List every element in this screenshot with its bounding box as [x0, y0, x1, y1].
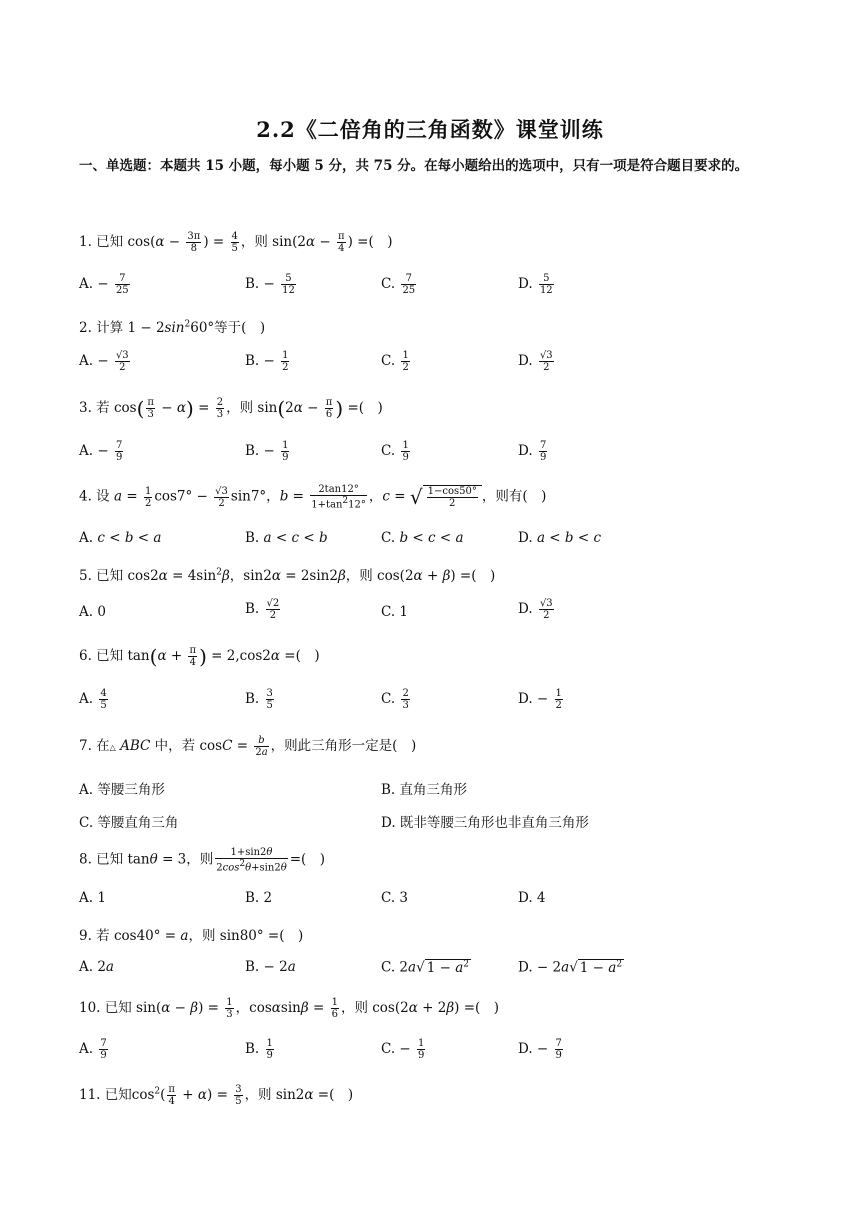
question-4: 4. 设 a = $\frac{1}{2}$ cos7° − $\frac{√3}{2}$ sin7°，b = $\frac{2\tan 12^\circ}{1+\tan^212^\circ}$ ，c = √ $\frac{1-\cos 50^\circ}{2}$ ，则有( ) [79, 484, 547, 511]
question-5: 5. 已知 $\cos 2\alpha = 4\sin^2\beta$，sin2α = 2sin2β，则 cos(2α + β) =( ) [79, 567, 496, 584]
q3-option-b[interactable]: B. − $\frac{1}{9}$ [245, 440, 289, 463]
q10-option-b[interactable]: B. $\frac{1}{9}$ [245, 1038, 273, 1061]
question-10: 10. 已知 sin(α − β) = $\frac{1}{3}$ ，cosαsinβ = $\frac{1}{6}$ ，则 cos(2α + 2β) =( ) [79, 997, 500, 1020]
q9-option-d[interactable]: D. − 2a√ $1 - a^2$ [518, 959, 623, 976]
q5-option-b[interactable]: B. $\frac{√2}{2}$ [245, 598, 280, 621]
q9-option-b[interactable]: B. − 2a [245, 959, 296, 975]
q10-option-d[interactable]: D. − $\frac{7}{9}$ [518, 1038, 562, 1061]
q6-option-b[interactable]: B. $\frac{3}{5}$ [245, 688, 273, 711]
q4-option-a[interactable]: A. c < b < a [79, 530, 162, 546]
q8-option-d[interactable]: D. 4 [518, 890, 546, 906]
q9-option-c[interactable]: C. 2a√ $1 - a^2$ [381, 959, 469, 976]
q5-option-a[interactable]: A. 0 [79, 604, 106, 620]
q6-option-d[interactable]: D. − $\frac{1}{2}$ [518, 688, 562, 711]
q8-option-a[interactable]: A. 1 [79, 890, 106, 906]
q3-option-d[interactable]: D. $\frac{7}{9}$ [518, 440, 547, 463]
page-title: 2.2《二倍角的三角函数》课堂训练 [256, 117, 604, 142]
q6-option-c[interactable]: C. $\frac{2}{3}$ [381, 688, 409, 711]
q10-option-c[interactable]: C. − $\frac{1}{9}$ [381, 1038, 425, 1061]
question-2: 2. 计算 $1 - 2\sin^260^\circ$等于( ) [79, 319, 266, 336]
q2-option-c[interactable]: C. $\frac{1}{2}$ [381, 350, 409, 373]
q1-option-a[interactable]: A. − $\frac{7}{25}$ [79, 273, 129, 296]
q6-option-a[interactable]: A. $\frac{4}{5}$ [79, 688, 107, 711]
q7-option-b[interactable]: B. 直角三角形 [381, 782, 468, 798]
q2-option-d[interactable]: D. $\frac{√3}{2}$ [518, 350, 553, 373]
q10-option-a[interactable]: A. $\frac{7}{9}$ [79, 1038, 107, 1061]
q1-option-b[interactable]: B. − $\frac{5}{12}$ [245, 273, 295, 296]
q7-option-d[interactable]: D. 既非等腰三角形也非直角三角形 [381, 815, 589, 831]
q1-option-c[interactable]: C. $\frac{7}{25}$ [381, 273, 416, 296]
q4-option-c[interactable]: C. b < c < a [381, 530, 464, 546]
question-9: 9. 若 cos40° = a，则 sin80° =( ) [79, 928, 304, 944]
q7-option-a[interactable]: A. 等腰三角形 [79, 782, 165, 798]
q4-option-d[interactable]: D. a < b < c [518, 530, 602, 546]
q2-option-a[interactable]: A. − $\frac{√3}{2}$ [79, 350, 129, 373]
question-6: 6. 已知 tan(α + $\frac{\pi}{4}$ ) = 2,cos2α =( ) [79, 644, 320, 669]
question-1: 1. 已知 cos(α − $\frac{3\pi}{8}$ ) = $\frac{4}{5}$ ，则 sin(2α − $\frac{\pi}{4}$ ) =( ) [79, 231, 393, 254]
q5-option-d[interactable]: D. $\frac{√3}{2}$ [518, 598, 553, 621]
q8-option-b[interactable]: B. 2 [245, 890, 273, 906]
q4-option-b[interactable]: B. a < c < b [245, 530, 328, 546]
section-heading: 一、单选题：本题共 15 小题，每小题 5 分，共 75 分。在每小题给出的选项中，只有一项是符合题目要求的。 [79, 158, 749, 174]
question-7: 7. 在△ ABC 中，若 cosC = $\frac{b}{2a}$ ，则此三角形一定是( ) [79, 735, 417, 758]
q3-option-a[interactable]: A. − $\frac{7}{9}$ [79, 440, 123, 463]
q7-option-c[interactable]: C. 等腰直角三角 [79, 815, 179, 831]
q2-option-b[interactable]: B. − $\frac{1}{2}$ [245, 350, 289, 373]
q9-option-a[interactable]: A. 2a [79, 959, 114, 975]
q3-option-c[interactable]: C. $\frac{1}{9}$ [381, 440, 409, 463]
question-3: 3. 若 cos( $\frac{\pi}{3}$ − α) = $\frac{2}{3}$ ，则 sin(2α − $\frac{\pi}{6}$ ) =( ) [79, 396, 383, 421]
q1-option-d[interactable]: D. $\frac{5}{12}$ [518, 273, 553, 296]
q8-option-c[interactable]: C. 3 [381, 890, 409, 906]
question-8: 8. 已知 tanθ = 3，则 $\frac{1+\sin 2\theta}{2\cos^2\theta+\sin 2\theta}$ =( ) [79, 847, 326, 874]
question-11: 11. 已知$\cos^2$( $\frac{\pi}{4}$ + α) = $\frac{3}{5}$ ，则 sin2α =( ) [79, 1084, 354, 1107]
q5-option-c[interactable]: C. 1 [381, 604, 409, 620]
